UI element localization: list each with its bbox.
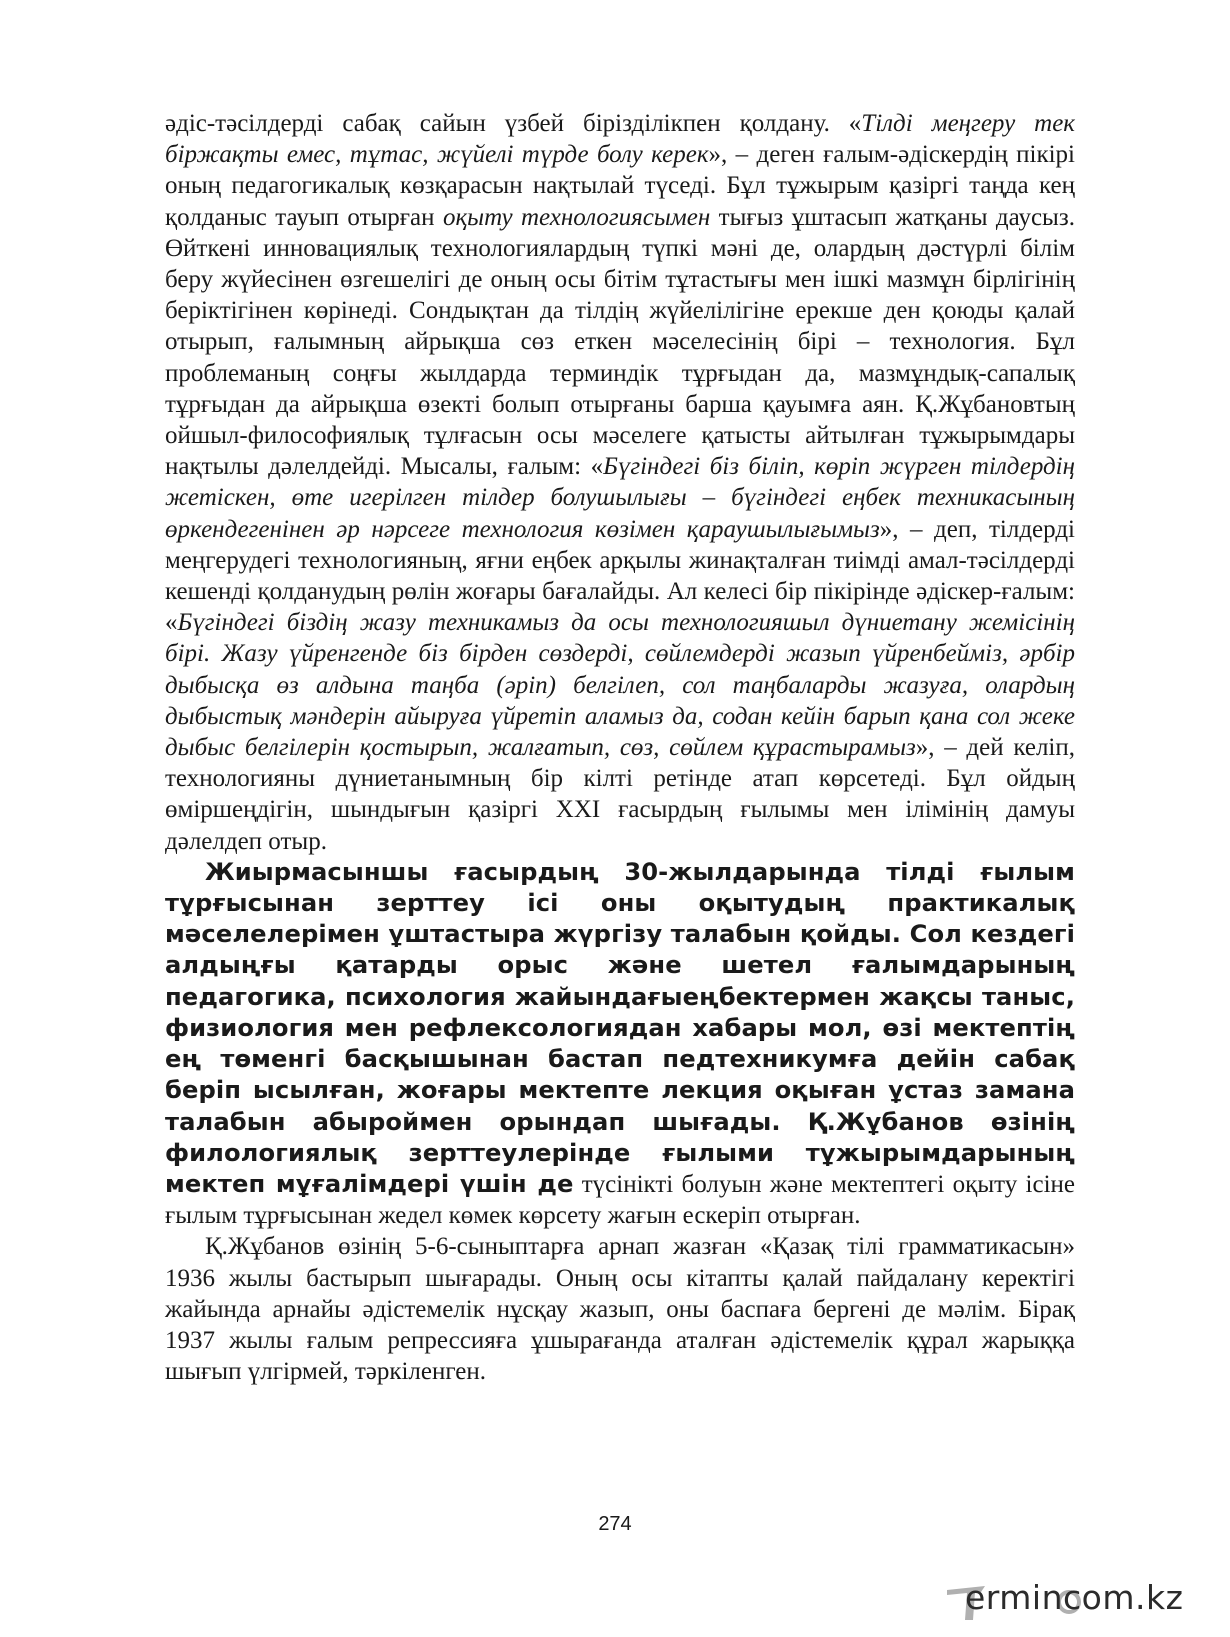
watermark-text: ermincom.kz <box>965 1578 1184 1617</box>
watermark-logo <box>945 1576 1184 1626</box>
paragraph <box>165 108 1075 857</box>
text-run: тығыз ұштасып жатқаны даусыз. Өйткені инновациялық технологиялардың түпкі мәні де, олардың дәстүрлі білім беру жүйесінен өзгешелігі де оның осы бітім тұтастығы мен ішкі мазмұн бірлігінің беріктігінен көрінеді. Сондықтан да тілдің жүйелілігіне ерекше ден қоюды қалай отырып, ғалымның айрықша сөз еткен мәселесінің бірі – технология. Бұл проблеманың соңғы жылдарда терминдік тұрғыдан да, мазмұндық-сапалық тұрғыдан да айрықша өзекті болып отырғаны барша қауымға аян. Қ.Жұбановтың ойшыл-философиялық тұлғасын осы мәселеге қатысты айтылған тұжырымдары нақтылы дәлелдейді. Мысалы, ғалым: « <box>165 203 1075 481</box>
italic-quote: Бүгіндегі біздің жазу техникамыз да осы технологияшыл дүниетану жемісінің бірі. Жазу үйренгенде біз бірден сөздерді, сөйлемдерді жазып үйренбейміз, әрбір дыбысқа өз алдына таңба (әріп) белгілеп, сол таңбаларды жазуға, олардың дыбыстық мәндерін айыруға үйретіп аламыз да, содан кейін барып қана сол жеке дыбыс белгілерін қостырып, жалғатып, сөз, сөйлем құрастырамыз <box>165 609 1075 762</box>
text-run: әдіс-тәсілдерді сабақ сайын үзбей бірізділікпен қолдану. « <box>165 110 862 137</box>
page-number: 274 <box>598 1513 632 1535</box>
italic-term: оқыту технологиясымен <box>442 203 711 231</box>
bold-run: Жиырмасыншы ғасырдың 30-жылдарында тілді ғылым тұрғысынан зерттеу ісі оны оқытудың практикалық мәселелерімен ұштастыра жүргізу талабын қойды. Сол кездегі алдыңғы қатарды орыс және шетел ғалымдарының педагогика, психология жайындағыеңбектермен жақсы таныс, физиология мен рефлексологиядан хабары мол, өзі мектептің ең төменгі басқышынан бастап педтехникумға дейін сабақ беріп ысылған, жоғары мектепте лекция оқыған ұстаз замана талабын абыроймен орындап шығады. Қ.Жұбанов өзінің филологиялық зерттеулерінде ғылыми тұжырымдарының мектеп мұғалімдері үшін де <box>165 857 1075 1198</box>
text-run: түсінікті болуын және мектептегі оқыту ісіне ғылым тұрғысынан жедел көмек көрсету жағын ескеріп отырған. <box>165 1170 1075 1230</box>
italic-quote: Тілді меңгеру тек біржақты емес, тұтас, жүйелі түрде болу керек <box>165 110 1075 169</box>
text-run: Қ.Жұбанов өзінің 5-6-сыныптарға арнап жазған «Қазақ тілі грамматикасын» 1936 жылы бастырып шығарады. Оның осы кітапты қалай пайдалану керектігі жайында арнайы әдістемелік нұсқау жазып, оны баспаға бергені де мәлім. Бірақ 1937 жылы ғалым репрессияға ұшырағанда аталған әдістемелік құрал жарыққа шығып үлгірмей, тәркіленген. <box>165 1233 1075 1386</box>
text-run: », – дей келіп, технологияны дүниетанымның бір кілті ретінде атап көрсетеді. Бұл ойдың өміршеңдігін, шындығын қазіргі XXI ғасырдың ғылымы мен ілімінің дамуы дәлелдеп отыр. <box>165 734 1075 855</box>
text-run: », – деген ғалым-әдіскердің пікірі оның педагогикалық көзқарасын нақтылай түседі. Бұл тұжырым қазіргі таңда кең қолданыс тауып отырған <box>165 141 1075 231</box>
text-run: », – деп, тілдерді меңгерудегі технологияның, яғни еңбек арқылы жинақталған тиімді амал-тәсілдерді кешенді қолданудың рөлін жоғары бағалайды. Ал келесі бір пікірінде әдіскер-ғалым: « <box>165 515 1075 637</box>
italic-quote: Бүгіндегі біз біліп, көріп жүрген тілдердің жетіскен, өте игерілген тілдер болушылығы – бүгіндегі еңбек техникасының өркендегенінен әр нәрсеге технология көзімен қараушылығымыз <box>165 453 1075 543</box>
body-text <box>165 108 1075 1387</box>
paragraph <box>165 857 1075 1231</box>
paragraph <box>165 1231 1075 1387</box>
